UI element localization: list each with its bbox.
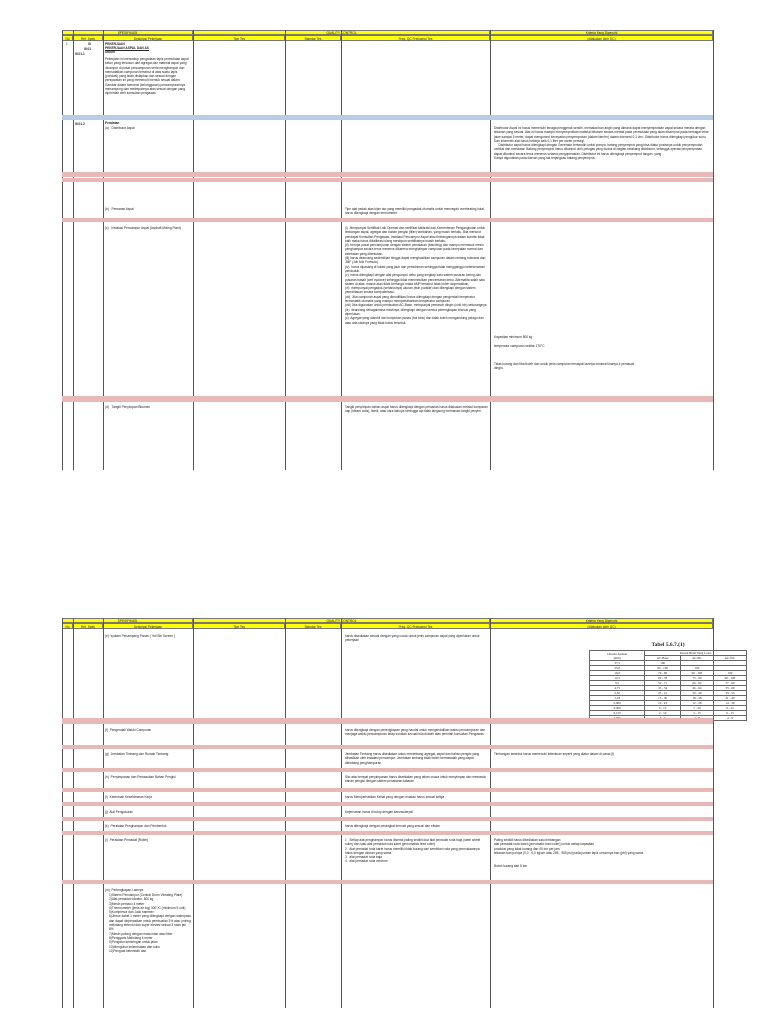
table-cell: 19,0 <box>590 671 645 676</box>
table-cell: 1,18 <box>590 696 645 701</box>
table-cell: 25,0 <box>590 666 645 671</box>
header-desc: Deskripsi Pekerjaan <box>103 623 193 629</box>
row-separator <box>62 880 713 884</box>
criteria-text: Distributor Aspal ini harus memenuhi tenaga penggerak sendiri, memakai ban angin yang dimana dapat menyemprotkan aspal secara merata dengan tekanan yang sesuai. Alat ini harus mampu menyemprotkan material bitumen secara merata pada permukaan yang akan disemprot pada berbagai lebar jalan sampai 5 meter, dapat mengontrol kecepatan penyemprotan (dalam liter/m²) dalam toleransi 0,1 l/m². Distributor harus dilengkapi pengukur suhu. Dan kilometer alat harus bekerja baik 0,1 liter per meter persegi. Distributor aspal harus dilengkapi dengan Generator tersendiri untuk pompa, batang penyemprot yang bisa diatur posisinya untuk penyemprotan vertikal dan mendatar. Batang penyemprot harus dikontrol oleh petugas yang duduk di bagian belakang distributor, sehingga operasi penyemprotan dapat dikontrol secara terus menerus selama pengoperasian. Distributor ini harus dilengkapi penyemprot tangan, yang Kanya digunakan pada daerah yang tak terjangkau batang penyemprot. <box>494 126 709 161</box>
row-no: 1 <box>66 42 68 46</box>
header-qc-group: QUALITY CONTROL <box>193 30 490 35</box>
section-title: Peralatan <box>105 121 120 125</box>
criteria-text: Tidak kurang dan tiba boleh dan untuk jenis campuran beraspal lainnya minimal kiranya 4 pemasok dingin. <box>494 362 636 371</box>
table-cell: 18 - 38 <box>680 696 713 701</box>
row-separator <box>62 396 713 402</box>
freq-text: Tangki penyimpan bahan aspal harus dilengkapi dengan pemanas harus dilakukan melalui kumparan uap (steam coils), listrik, atau cara lainnya sehingga api tidak langsung memanasi tangki penyim. <box>345 405 489 414</box>
table-cell: 90 - 100 <box>713 676 746 681</box>
item-label: (h) Penyimpanan dan Pemasokan Bahan Pengisi <box>105 775 176 779</box>
table-cell: 21 - 40 <box>713 696 746 701</box>
table-cell: 37,5 <box>590 661 645 666</box>
row-separator <box>62 745 713 749</box>
table-cell: 12,5 <box>590 676 645 681</box>
criteria-text: Kapasitas minimum 800 kg <box>494 335 533 339</box>
header-ref: Ref. Spek <box>73 623 103 629</box>
table-cell: 0,600 <box>590 701 645 706</box>
section-title: Umum <box>105 50 115 54</box>
item-label: (k) Peralatan Penghampar dan Pembentuk <box>105 824 167 828</box>
row-separator <box>62 178 713 182</box>
row-separator <box>62 831 713 835</box>
table-header-cell: Ukuran Ayakan (mm) <box>590 651 645 661</box>
row-separator <box>62 115 713 120</box>
header-std: Standar Tes <box>285 623 341 629</box>
table-header <box>62 618 713 629</box>
header-criteria: Kriteria Yang Dipenuhi <box>490 30 713 35</box>
header-spec-group: SPESIFIKASI <box>62 618 193 623</box>
freq-text: Silo atau tempat penyimpanan harus disediakan yang tahan cuaca untuk menyimpan dan memasok bahan pengisi dengan sistem penakaran takaran <box>345 775 487 784</box>
freq-text: Kejernaban harus di tutup dengan kanvas/terpal <box>345 810 413 814</box>
header-qc-group: QUALITY CONTROL <box>193 618 490 623</box>
spec-sheet-page-1 <box>62 30 713 470</box>
table-cell: 23 - 41 <box>645 691 681 696</box>
table-cell: 46 - 64 <box>680 686 713 691</box>
table-header-cell: AC-Base <box>645 656 681 661</box>
table-cell: 60 - 78 <box>645 676 681 681</box>
header-freq: Freq. QC Frekuensi Tes <box>341 623 490 629</box>
table-cell: 10 - 22 <box>645 701 681 706</box>
freq-text: harus dilengkapi dengan perlengkapan yang handal untuk mengendalikan waktu pencampuran dan menjaga waktu pencampuran tetap konstan kecuali bila diubah atas perintah konsultan Pengawas. <box>345 728 487 737</box>
table-header-cell: AC-WC <box>713 656 746 661</box>
header-type: Tipe Tes <box>193 623 285 629</box>
row-separator <box>62 817 713 821</box>
ref-code: III.01.2 <box>75 122 85 126</box>
table-cell: 6 - 15 <box>645 706 681 711</box>
table-header <box>62 30 713 41</box>
criteria-text: Timbangan tersebut harus memenuhi ketentuan seperti yang diatur dalam di pasal (f) <box>494 752 615 756</box>
item-label: (i) Ketentuan Keselamatan Kerja <box>105 795 152 799</box>
item-label: (l) Peralatan Pemadat (Roller) <box>105 838 149 842</box>
item-label: (g) Jembatan Timbang dan Rumah Timbang <box>105 752 169 756</box>
equipment-list: 1)Sistem Pencampur (Central Drum Vibrating Plate) 2)Alat pemadat vibrator, 800 kg 3)Mesin pemacu 4 meter 4)Thermometer (jenis air log) 300°/C (minimum 5 unit) 5)Kompresor dan Jack hammer 6)Jemur kabel 1 meter yang dilengkapi dengan waterpass dan dapat dioperasikan untuk pembuatan 3% atau (miring melintang tertentu dan super elevasi sesuai 3 naim jari 8% 7)Mesin potong dengan mata intan atau fiber 8)Penggaris Melintang 4 meter 9)Pengatur kemiringan untuk jalan 10)Mengukur kelembaban dan suhu 11)Penguat kelembab dan <box>109 893 191 953</box>
section-title: PEKERJAAN <box>105 42 125 46</box>
header-type: Tipe Tes <box>193 35 285 41</box>
header-criteria-sub: (dilakukan oleh QC) <box>490 35 713 41</box>
table-header-cell: Persen Berat Yang Lolos <box>645 651 747 656</box>
table-cell: 100 <box>680 666 713 671</box>
row-separator <box>62 172 713 177</box>
item-label: (b) Pemanas Aspal <box>105 207 134 211</box>
ref-code: III <box>88 42 91 46</box>
ref-code: III.01.1 <box>75 52 85 56</box>
freq-text: (i) Mempunyai Sertifikat Laik Operasi dari sertifikat kalibrasi dari Kementerian Pengangkutan untuk timbangan aspal, agregat dan bahan pengisi (filler) tambahan, yang masih berlaku. Bila menurut pendapat Konsultan Pengawas, Instalasi Pencampur Aspal atau timbangannya dalam kondisi tidak baik maka harus dikalibrasi ulang meskipun sertifikatnya masih berlaku. (ii) berupa pusat pencampuran dengan sistem penakaran (batching) dan mampu memasok mesin penghampar secara terus menerus dikarena menghampar campuran pada kecepatan normal dan ketebalan yang ditentukan. (iii) harus dirancang sedemikian hingga dapat menghasilkan campuran dalam rentang toleransi dari JMF (Job Mix Formula). (iv) harus dipasang di lokasi yang jauh dari pemukiman sehingga tidak mengganggu ketenteraman penduduk. (v) harus dilengkapi dengan alat pengumpul debu yang lengkap satu sistem pusaran kering dan pusaran basah (wet cyclone) sehingga tidak menimbulkan pencemaran debu. Alternatifa salah satu sistem di atas, masuk atau tidak berfungsi maka AMP tersebut tidak boleh dioperasikan. (vi) mempunyai pengaduk (seharusnya) ukuran (twin pudsite) dan dilengkapi dengan sistem pemantauan secara komputerisasi. (vii) Jika campuran aspal yang dimodifikasi harus dilengkapi dengan pengendali temperatur termostatik otomatis yang mampu mempertahankan temperatur campuran. (viii) Jika digunakan untuk pembuatan AC-Base, mempunyai pemasok dingin (cold bin) sekurangnya (ix) dirancang sebagaimana mestinya, dilengkapi dengan semua perlengkapan khusus yang diperlukan. (x) Agregat yang diambil dari tumpukan panas (hot bins) dan tidak boleh mengandung pelagu dan atau ada sisanya yang tidak halus tersebut. <box>345 226 487 325</box>
table-cell: 100 <box>713 671 746 676</box>
gradation-table <box>589 642 747 721</box>
section-title: PEKERJAAN ASPAL DAN AS <box>105 46 149 50</box>
item-label: (m) Perlengkapan Lainnya <box>105 888 144 892</box>
table-cell: 0,150 <box>590 711 645 716</box>
table-header-cell: AC-BC <box>680 656 713 661</box>
table-cell: 13 - 30 <box>645 696 681 701</box>
header-freq: Freq. QC Frekuensi Tes <box>341 35 490 41</box>
table-cell: 75 - 90 <box>680 676 713 681</box>
table-cell: 2,36 <box>590 691 645 696</box>
table-cell: 30 - 49 <box>680 691 713 696</box>
freq-text: harus dilengkapi dengan perangkat kemudi yang sesuai dan efisien <box>345 824 441 828</box>
table-cell: 90 - 100 <box>645 666 681 671</box>
freq-text: Tipe alat pedak atas kipin tan yang memiliki pengadak otomatis untuk mencegah overheating lokal, harus dilengkapi dengan termometer. <box>345 207 486 216</box>
spec-sheet-page-2 <box>62 618 736 1008</box>
freq-text: harus Memperhatikan Kehat yang dengan muatan harus sesuai ketiga <box>345 795 445 799</box>
table-cell: 4,75 <box>590 686 645 691</box>
table-cell: 9 - 22 <box>713 706 746 711</box>
table-cell: 5 - 13 <box>680 711 713 716</box>
header-no: No <box>62 623 73 629</box>
table-cell: 4 - 9 <box>713 716 746 721</box>
row-separator <box>62 788 713 792</box>
item-label: (a) Distributor Aspal <box>105 126 135 130</box>
table-cell: 9,5 <box>590 681 645 686</box>
table-cell: 66 - 82 <box>680 681 713 686</box>
table-cell: 14 - 30 <box>713 701 746 706</box>
item-label: (d) Tangki Penyimpan Bitumen <box>105 405 151 409</box>
table-title: Tabel 5.6.7.(1) <box>651 642 685 648</box>
header-criteria: Kriteria Yang Dipenuhi <box>490 618 713 623</box>
table-cell: 35 - 54 <box>645 686 681 691</box>
table-cell: 76 - 90 <box>645 671 681 676</box>
freq-text: Jembatan Timbang harus disediakan untuk menimbang agregat, aspal dan bahan pengisi yang dihasilkan oleh instalasi pencampur. Jembatan timbang tidak boleh bermasalah yang dapat ditimbang penghampuran. <box>345 752 481 765</box>
freq-text: 1 Setiap alat penghampar harus disertai paling sedikit dua alat pemadat roda baja (steel wheel roller) dan satu alat pemadat roda karet (pneumatick tired roller) 2 Alat pemadat roda karet harus memiliki tidak kurang dari sembilan roda yang permukaannya halus dengan ukuran yang sama 3 alat pemadat roda baja 4 alat pemadat roda ventrum <box>345 838 481 864</box>
table-cell: 4 - 10 <box>645 711 681 716</box>
table-cell: 12 - 28 <box>680 701 713 706</box>
criteria-text: temperatur campuran sekitar 175°C <box>494 344 545 348</box>
item-label: (c) Instalasi Pencampur Aspal (Asphalt Mixing Plant) <box>105 226 181 230</box>
row-separator <box>62 218 713 222</box>
header-no: No <box>62 35 73 41</box>
gradation-table-grid <box>589 650 747 721</box>
item-label: (f) Pengendali Waktu Campuran <box>105 728 152 732</box>
table-cell: 77 - 90 <box>713 681 746 686</box>
table-cell: 0,300 <box>590 706 645 711</box>
header-std: Standar Tes <box>285 35 341 41</box>
item-label: (j) Alat Pengukuran <box>105 810 133 814</box>
table-cell: 33 - 53 <box>713 691 746 696</box>
umum-text: Pekerjaan ini mencakup pengadaan lapis permukaan aspal beton yang tersusun dari agregat dan material aspal yang dicampur di pusat pencampuran serta menghampar dan memadatkan campuran tersebut di atas suatu lapis (pondasi) yang telah disiapkan dan sesuai dengan persyaratan ini yang memenuhi bentuk sesuai dalam Gambar dalam toleransi (kelonggaran) pencampurannya menampung dan melimpahnya atas sesuai dengan yang diperintah oleh konsultan pengawas. <box>105 57 190 96</box>
table-cell: 6 - 15 <box>713 711 746 716</box>
ref-code: III.01 <box>84 47 92 51</box>
freq-text: harus disediakan sesuai dengan yang cocok untuk jenis campuran aspal yang diperlukan untuk pekerjaan <box>345 634 481 643</box>
header-criteria-sub: (dilakukan oleh QC) <box>490 623 713 629</box>
table-cell: 90 - 100 <box>680 671 713 676</box>
header-spec-group: SPESIFIKASI <box>62 30 193 35</box>
row-separator <box>62 718 713 724</box>
item-label: (e) sydiam Penampang Panas ( Hot Bin Screen ) <box>105 634 175 638</box>
table-cell: 7 - 20 <box>680 706 713 711</box>
header-desc: Deskripsi Pekerjaan <box>103 35 193 41</box>
table-cell: 100 <box>645 661 681 666</box>
table-cell: 52 - 71 <box>645 681 681 686</box>
row-separator <box>62 768 713 772</box>
header-ref: Ref. Spek <box>73 35 103 41</box>
criteria-text: Paling sedikit harus disediakan satu timbangan alat pemadat roda karet (pneumatic tired roller)) untuk setiap kapasitas produksi yang tidak kurang dari 40 ton per jam tekanan ban pompa (0,0 - 6,0 kg/cm atau 285 - 955 psi) pada jumlah lapis umumnya ban (pbi) yang sama Bobot kurang dari 8 ton <box>494 838 644 868</box>
table-cell: 53 - 69 <box>713 686 746 691</box>
row-separator <box>62 802 713 806</box>
